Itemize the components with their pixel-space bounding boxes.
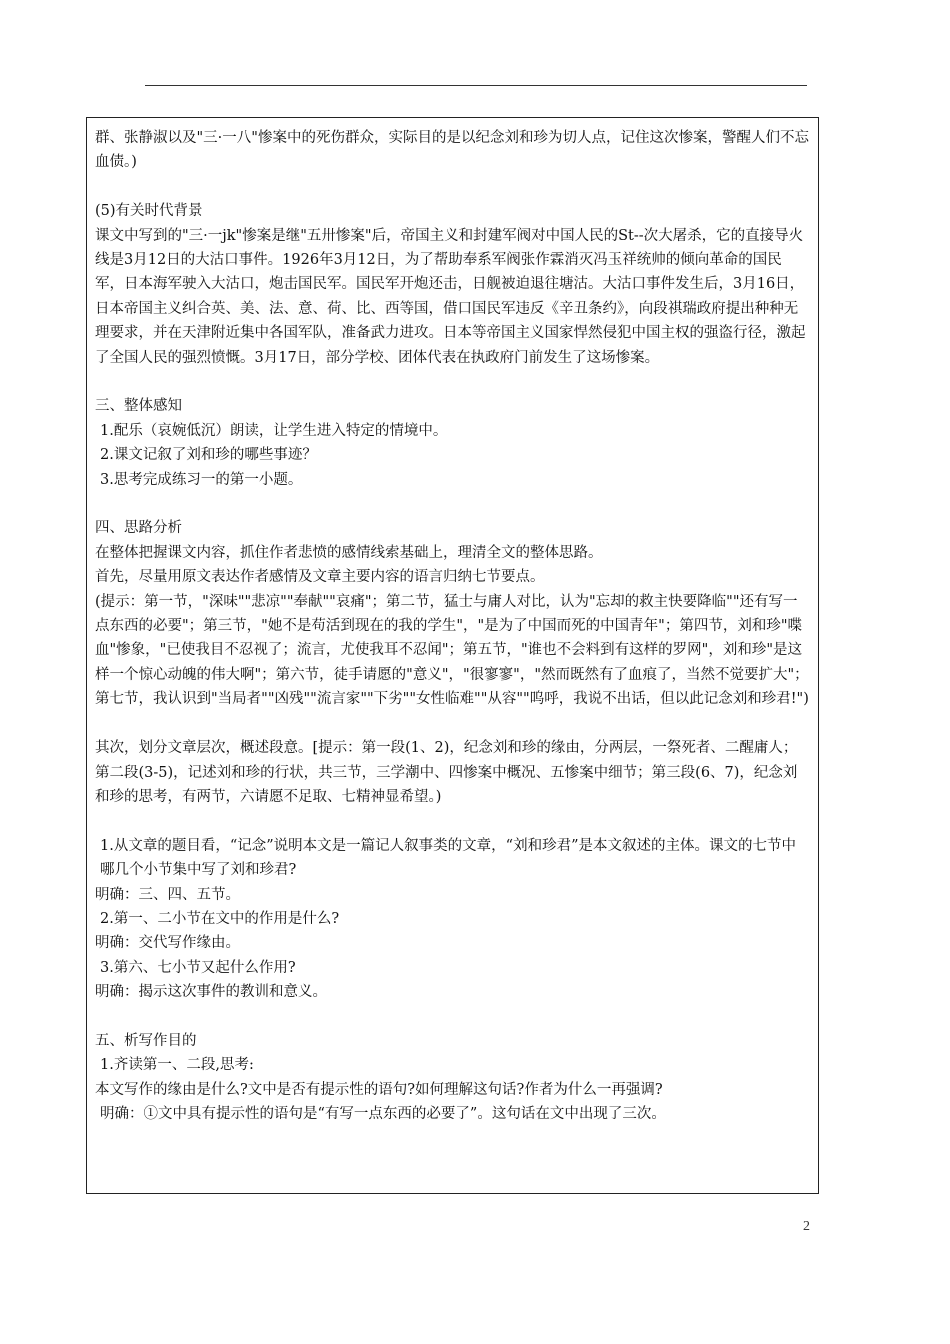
blank-line [95,1005,810,1029]
paragraph: 本文写作的缘由是什么?文中是否有提示性的语句?如何理解这句话?作者为什么一再强调? [95,1081,663,1098]
paragraph-background: 课文中写到的"三·一jk"惨案是继"五卅惨案"后，帝国主义和封建军阀对中国人民的St--次大屠杀，它的直接导火线是3月12日的大沽口事件。1926年3月12日，为了帮助奉系军阀张作霖消灭冯玉祥统帅的倾向革命的国民军，日本海军驶入大沽口，炮击国民军。国民军开炮还击，日舰被迫退往塘沽。大沽口事件发生后，3月16日，日本帝国主义纠合英、美、法、意、荷、比、西等国，借口国民军违反《辛丑条约》，向段祺瑞政府提出种种无理要求，并在天津附近集中各国军队，准备武力进攻。日本等帝国主义国家悍然侵犯中国主权的强盗行径，激起了全国人民的强烈愤慨。3月17日，部分学校、团体代表在执政府门前发生了这场惨案。 [95,227,806,366]
answer-item: 明确：三、四、五节。 [95,886,240,903]
answer-item: 明确：揭示这次事件的教训和意义。 [95,984,327,1001]
blank-line [95,809,810,833]
blank-line [95,175,810,199]
paragraph-intro-tail: 群、张静淑以及"三·一八"惨案中的死伤群众，实际目的是以纪念刘和珍为切人点，记住这次惨案，警醒人们不忘血债。) [95,130,809,171]
blank-line [95,370,810,394]
question-item: 1.齐读第一、二段,思考: [100,1057,254,1074]
question-item: 1.从文章的题目看，“记念”说明本文是一篇记人叙事类的文章，“刘和珍君”是本文叙述的主体。课文的七节中哪几个小节集中写了刘和珍君? [100,837,796,879]
paragraph-structure: 其次，划分文章层次，概述段意。[提示：第一段(1、2)，纪念刘和珍的缘由，分两层，一祭死者、二醒庸人；第二段(3-5)，记述刘和珍的行状，共三节，三学潮中、四惨案中概况、五惨案中细节；第三段(6、7)，纪念刘和珍的思考，有两节，六请愿不足取、七精神显希望。) [95,740,798,805]
heading-overall: 三、整体感知 [95,398,182,415]
list-item: 2.课文记叙了刘和珍的哪些事迹？ [100,447,317,464]
blank-line [95,492,810,516]
content-frame [86,117,819,1194]
heading-analysis: 四、思路分析 [95,520,182,537]
heading-purpose: 五、析写作目的 [95,1032,197,1049]
list-item: 1.配乐（哀婉低沉）朗读，让学生进入特定的情境中。 [100,422,448,439]
page-number: 2 [803,1219,810,1234]
paragraph: 首先，尽量用原文表达作者感情及文章主要内容的语言归纳七节要点。 [95,569,545,586]
heading-background: (5)有关时代背景 [95,203,203,220]
question-item: 2.第一、二小节在文中的作用是什么? [100,910,340,927]
header-rule [145,85,807,86]
blank-line [95,712,810,736]
answer-item: 明确：交代写作缘由。 [95,935,240,952]
question-item: 3.第六、七小节又起什么作用? [100,959,296,976]
list-item: 3.思考完成练习一的第一小题。 [100,471,303,488]
paragraph-hint: (提示：第一节，"深味""悲凉""奉献""哀痛"；第二节，猛士与庸人对比，认为"忘却的救主快要降临""还有写一点东西的必要"；第三节，"她不是苟活到现在的我的学生"，"是为了中国而死的中国青年"；第四节，刘和珍"喋血"惨象，"已使我目不忍视了；流言，尤使我耳不忍闻"；第五节，"谁也不会料到有这样的罗网"，刘和珍"是这样一个惊心动魄的伟大啊"；第六节，徒手请愿的"意义"，"很寥寥"，"然而既然有了血痕了，当然不觉要扩大"；第七节，我认识到"当局者""凶残""流言家""下劣""女性临难""从容""呜呼，我说不出话，但以此记念刘和珍君!") [95,593,809,708]
answer-item: 明确：①文中具有提示性的语句是“有写一点东西的必要了”。这句话在文中出现了三次。 [100,1106,666,1123]
paragraph: 在整体把握课文内容，抓住作者悲愤的感情线索基础上，理清全文的整体思路。 [95,544,603,561]
